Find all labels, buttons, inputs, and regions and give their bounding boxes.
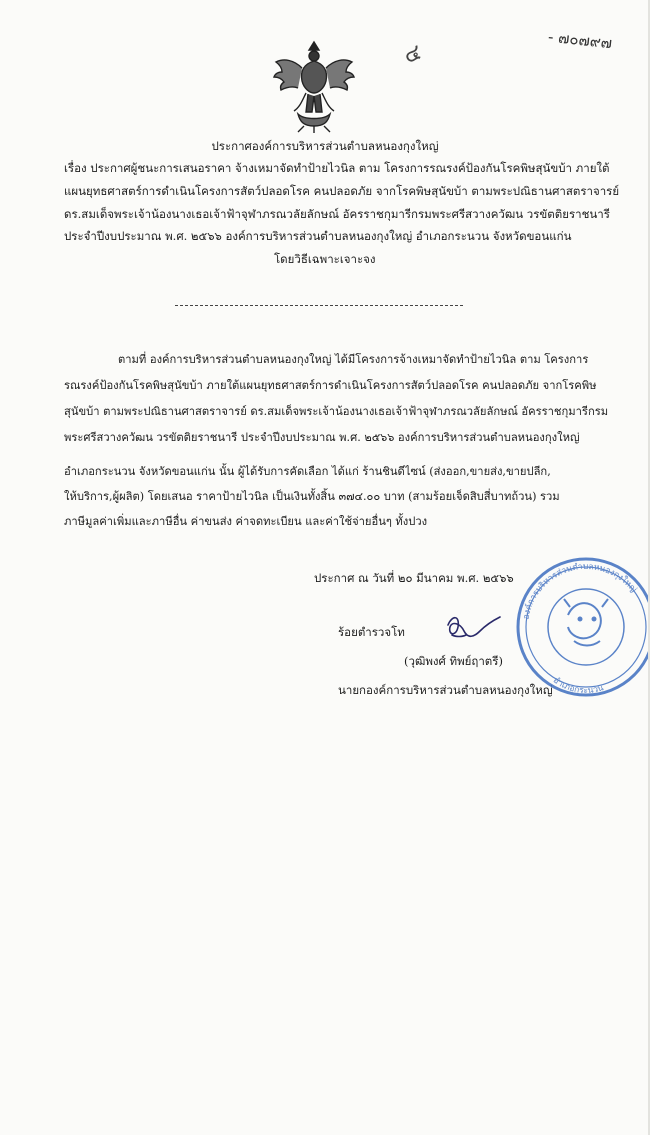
- signatory-rank: ร้อยตำรวจโท: [338, 625, 405, 639]
- handwritten-signature: [440, 605, 510, 645]
- body-line-5: อำเภอกระนวน จังหวัดขอนแก่น นั้น ผู้ได้รับการคัดเลือก ได้แก่ ร้านชินดีไซน์ (ส่งออก,ขายส่ง,ขายปลีก,: [64, 465, 551, 478]
- body-line-1: ตามที่ องค์การบริหารส่วนตำบลหนองกุงใหญ่ ได้มีโครงการจ้างเหมาจัดทำป้ายไวนิล ตาม โครงการ: [118, 353, 589, 366]
- body-line-6: ให้บริการ,ผู้ผลิต) โดยเสนอ ราคาป้ายไวนิล เป็นเงินทั้งสิ้น ๓๗๔.๐๐ บาท (สามร้อยเจ็ดสิบสี่บาทถ้วน) รวม: [64, 490, 560, 503]
- body-line-3: สุนัขบ้า ตามพระปณิธานศาสตราจารย์ ดร.สมเด็จพระเจ้าน้องนางเธอเจ้าฟ้าจุฬาภรณวลัยลักษณ์ อัครราชกุมารีกรม: [64, 405, 609, 418]
- official-seal: [510, 545, 650, 705]
- handwritten-mark: ๔: [400, 39, 425, 70]
- signatory-position: นายกองค์การบริหารส่วนตำบลหนองกุงใหญ่: [338, 683, 553, 697]
- announcement-subject-line-4: ประจำปีงบประมาณ พ.ศ. ๒๕๖๖ องค์การบริหารส่วนตำบลหนองกุงใหญ่ อำเภอกระนวน จังหวัดขอนแก่น: [64, 229, 572, 243]
- announcement-subject-line-2: แผนยุทธศาสตร์การดำเนินโครงการสัตว์ปลอดโรค คนปลอดภัย จากโรคพิษสุนัขบ้า ตามพระปณิธานศาสตราจารย์: [64, 184, 620, 198]
- announcement-subject-line-1: เรื่อง ประกาศผู้ชนะการเสนอราคา จ้างเหมาจัดทำป้ายไวนิล ตาม โครงการรณรงค์ป้องกันโรคพิษสุนัขบ้า ภายใต้: [64, 161, 610, 175]
- signatory-name: (วุฒิพงศ์ ทิพย์ฤาตรี): [404, 654, 503, 668]
- announcement-title: ประกาศองค์การบริหารส่วนตำบลหนองกุงใหญ่: [211, 139, 439, 153]
- announcement-method: โดยวิธีเฉพาะเจาะจง: [274, 252, 376, 266]
- seal-top-lettering: องค์การบริหารส่วนตำบลหนองกุงใหญ่: [521, 561, 639, 621]
- separator-line: [175, 305, 463, 306]
- announcement-subject-line-3: ดร.สมเด็จพระเจ้าน้องนางเธอเจ้าฟ้าจุฬาภรณวลัยลักษณ์ อัครราชกุมารีกรมพระศรีสวางควัฒน วรขัตติยราชนารี: [64, 207, 610, 221]
- body-line-4: พระศรีสวางควัฒน วรขัตติยราชนารี ประจำปีงบประมาณ พ.ศ. ๒๕๖๖ องค์การบริหารส่วนตำบลหนองกุงใหญ่: [64, 431, 580, 444]
- garuda-emblem-icon: [268, 38, 360, 134]
- handwritten-reference-number: - ๗๐๗๙๗: [547, 27, 613, 53]
- body-line-7: ภาษีมูลค่าเพิ่มและภาษีอื่น ค่าขนส่ง ค่าจดทะเบียน และค่าใช้จ่ายอื่นๆ ทั้งปวง: [64, 515, 428, 528]
- seal-bottom-lettering: อำเภอกระนวน: [551, 675, 605, 697]
- body-line-2: รณรงค์ป้องกันโรคพิษสุนัขบ้า ภายใต้แผนยุทธศาสตร์การดำเนินโครงการสัตว์ปลอดโรค คนปลอดภัย จากโรคพิษ: [64, 379, 597, 392]
- announcement-date: ประกาศ ณ วันที่ ๒๐ มีนาคม พ.ศ. ๒๕๖๖: [314, 571, 514, 585]
